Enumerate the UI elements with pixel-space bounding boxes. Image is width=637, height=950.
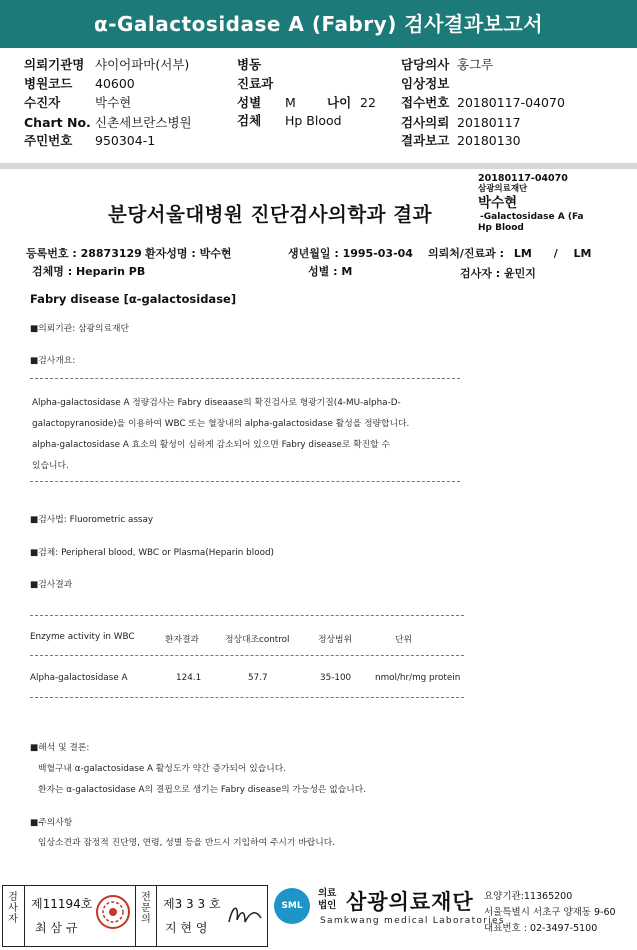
header-mid-row bbox=[237, 75, 285, 93]
field-value: 22 bbox=[360, 95, 376, 110]
stamp-specimen: Hp Blood bbox=[478, 223, 524, 233]
sml-logo-icon: SML bbox=[274, 888, 310, 924]
field-value: 40600 bbox=[95, 76, 135, 91]
field-value: Heparin PB bbox=[75, 265, 146, 278]
field-label: 진료과 bbox=[237, 76, 274, 91]
field-label: 의뢰처/진료과 : bbox=[428, 247, 505, 260]
header-right-row bbox=[401, 132, 521, 150]
field-value: Hp Blood bbox=[285, 113, 342, 128]
org-name-english: Samkwang medical Laboratories bbox=[320, 916, 505, 926]
header-right-row bbox=[401, 94, 565, 112]
field-value: 신촌세브란스병원 bbox=[95, 115, 192, 130]
field-label: 성별 : bbox=[308, 265, 338, 278]
field-value: 홍그루 bbox=[457, 57, 494, 72]
method-line: ■검사법: Fluorometric assay bbox=[30, 515, 154, 525]
header-left-row bbox=[24, 114, 192, 132]
header-left-row bbox=[24, 75, 135, 93]
section-title: Fabry disease [α-galactosidase] bbox=[30, 292, 237, 306]
field-label: 수진자 bbox=[24, 95, 61, 110]
field-label: 등록번호 : bbox=[26, 247, 77, 260]
examiner-label: 검사자 bbox=[8, 892, 18, 925]
overview-heading: ■검사개요: bbox=[30, 356, 76, 366]
report-title: α-Galactosidase A (Fabry) 검사결과보고서 bbox=[93, 12, 544, 36]
overview-line: galactopyranoside)을 이용하여 WBC 또는 혈장내의 alpha-galactosidase 활성을 정량합니다. bbox=[32, 419, 410, 429]
header-left-row bbox=[24, 132, 155, 150]
field-label: 의뢰기관명 bbox=[24, 57, 85, 72]
patient-name bbox=[145, 245, 231, 261]
divider bbox=[30, 481, 460, 482]
logo-prefix: 법인 bbox=[318, 900, 337, 911]
specialist-license: 제3 3 3 호 bbox=[163, 897, 221, 911]
field-value: 20180130 bbox=[457, 133, 521, 148]
specimen-line: ■검체: Peripheral blood, WBC or Plasma(Heparin blood) bbox=[30, 548, 274, 558]
header-mid-row bbox=[237, 112, 342, 130]
table-rule bbox=[30, 655, 464, 656]
table-cell-control: 57.7 bbox=[248, 673, 268, 683]
field-label: 결과보고 bbox=[401, 133, 450, 148]
field-value: 샤이어파마(서부) bbox=[95, 57, 190, 72]
divider bbox=[156, 886, 157, 946]
field-value: 윤민지 bbox=[503, 267, 536, 280]
table-cell-test: Alpha-galactosidase A bbox=[30, 673, 128, 683]
field-label: 검사자 : bbox=[460, 267, 501, 280]
field-label: 검사의뢰 bbox=[401, 115, 450, 130]
table-header-range: 정상범위 bbox=[318, 635, 352, 645]
table-header-unit: 단위 bbox=[395, 635, 412, 645]
header-left-row bbox=[24, 94, 131, 112]
stamp-name: 박수현 bbox=[478, 195, 518, 211]
header-left-row bbox=[24, 56, 189, 74]
notes-heading: ■주의사항 bbox=[30, 818, 73, 828]
field-label: 성별 bbox=[237, 95, 262, 110]
field-value: LM bbox=[573, 247, 592, 260]
field-value: 28873129 bbox=[80, 247, 142, 260]
divider bbox=[24, 886, 25, 946]
table-cell-unit: nmol/hr/mg protein bbox=[375, 673, 461, 683]
field-label: 생년월일 : bbox=[288, 247, 339, 260]
field-label: 병동 bbox=[237, 57, 262, 72]
stamp-org: 삼광의료재단 bbox=[478, 184, 528, 194]
patient-specimen bbox=[32, 263, 145, 279]
field-value: 1995-03-04 bbox=[342, 247, 413, 260]
logo-prefix: 의료 bbox=[318, 888, 337, 899]
seal-icon bbox=[95, 894, 131, 930]
examiner-name: 최 삼 규 bbox=[35, 921, 78, 935]
stamp-test: -Galactosidase A (Fa bbox=[480, 212, 584, 222]
field-value: 박수현 bbox=[95, 95, 132, 110]
notes-line: 임상소견과 잠정적 진단명, 연령, 성별 등을 반드시 기입하여 주시기 바랍니다. bbox=[38, 838, 335, 848]
field-label: 임상정보 bbox=[401, 76, 450, 91]
field-label: 주민번호 bbox=[24, 133, 73, 148]
divider bbox=[135, 886, 136, 946]
field-label: 나이 bbox=[327, 95, 352, 110]
examiner-license: 제11194호 bbox=[31, 897, 93, 911]
patient-dept bbox=[428, 245, 592, 261]
field-label: 접수번호 bbox=[401, 95, 450, 110]
field-label: 환자성명 : bbox=[145, 247, 196, 260]
order-header bbox=[0, 50, 637, 162]
header-mid-row bbox=[237, 94, 296, 112]
separator: / bbox=[553, 247, 558, 260]
field-label: 검체명 : bbox=[32, 265, 73, 278]
stamp-id: 20180117-04070 bbox=[478, 173, 568, 184]
field-value: 20180117-04070 bbox=[457, 95, 565, 110]
table-rule bbox=[30, 697, 464, 698]
table-cell-range: 35-100 bbox=[320, 673, 352, 683]
table-rule bbox=[30, 615, 464, 616]
header-mid-row bbox=[237, 56, 285, 74]
result-stamp bbox=[478, 173, 628, 234]
patient-sex bbox=[308, 263, 352, 279]
patient-examiner bbox=[460, 265, 536, 281]
report-footer bbox=[0, 882, 637, 950]
lab-report-scan bbox=[0, 169, 637, 879]
header-right-row bbox=[401, 56, 493, 74]
field-value: M bbox=[341, 265, 353, 278]
patient-reg bbox=[26, 245, 142, 261]
table-header-control: 정상대조control bbox=[225, 635, 290, 645]
facility-code: 요양기관:11365200 bbox=[484, 891, 573, 902]
header-right-row bbox=[401, 75, 457, 93]
field-value: M bbox=[285, 95, 296, 110]
specialist-label: 전문의 bbox=[141, 892, 151, 925]
table-header-result: 환자결과 bbox=[165, 635, 199, 645]
field-label: 검체 bbox=[237, 113, 262, 128]
table-cell-result: 124.1 bbox=[176, 673, 202, 683]
signature-icon bbox=[225, 900, 265, 928]
overview-line: alpha-galactosidase A 효소의 활성이 심하게 감소되어 있으면 Fabry disease로 확진할 수 bbox=[32, 440, 390, 450]
address: 서울특별시 서초구 양재동 9-60 bbox=[484, 907, 616, 918]
interpretation-heading: ■해석 및 결론: bbox=[30, 743, 90, 753]
signature-box bbox=[2, 885, 268, 947]
result-heading: ■검사결과 bbox=[30, 580, 73, 590]
agency-line: ■의뢰기관: 삼광의료재단 bbox=[30, 324, 130, 334]
field-value: 950304-1 bbox=[95, 133, 156, 148]
interpretation-line: 백혈구내 α-galactosidase A 활성도가 약간 증가되어 있습니다. bbox=[38, 764, 287, 774]
patient-dob bbox=[288, 245, 413, 261]
field-value: 박수현 bbox=[199, 247, 232, 260]
org-name: 삼광의료재단 bbox=[346, 890, 474, 914]
table-header-enzyme: Enzyme activity in WBC bbox=[30, 632, 135, 642]
header-right-row bbox=[401, 114, 521, 132]
field-label: Chart No. bbox=[24, 115, 91, 130]
report-heading: 분당서울대병원 진단검사의학과 결과 bbox=[108, 203, 432, 226]
interpretation-line: 환자는 α-galactosidase A의 결핍으로 생기는 Fabry disease의 가능성은 없습니다. bbox=[38, 785, 367, 795]
header-age bbox=[327, 94, 376, 112]
phone: 대표번호 : 02-3497-5100 bbox=[484, 923, 598, 934]
overview-line: 있습니다. bbox=[32, 461, 69, 471]
divider bbox=[30, 378, 460, 379]
overview-line: Alpha-galactosidase A 정량검사는 Fabry diseaase의 확진검사로 형광기질(4-MU-alpha-D- bbox=[32, 398, 401, 408]
field-label: 담당의사 bbox=[401, 57, 450, 72]
field-value: LM bbox=[513, 247, 532, 260]
report-title-bar bbox=[0, 0, 637, 48]
specialist-name: 지 현 영 bbox=[165, 921, 208, 935]
field-value: 20180117 bbox=[457, 115, 521, 130]
field-label: 병원코드 bbox=[24, 76, 73, 91]
